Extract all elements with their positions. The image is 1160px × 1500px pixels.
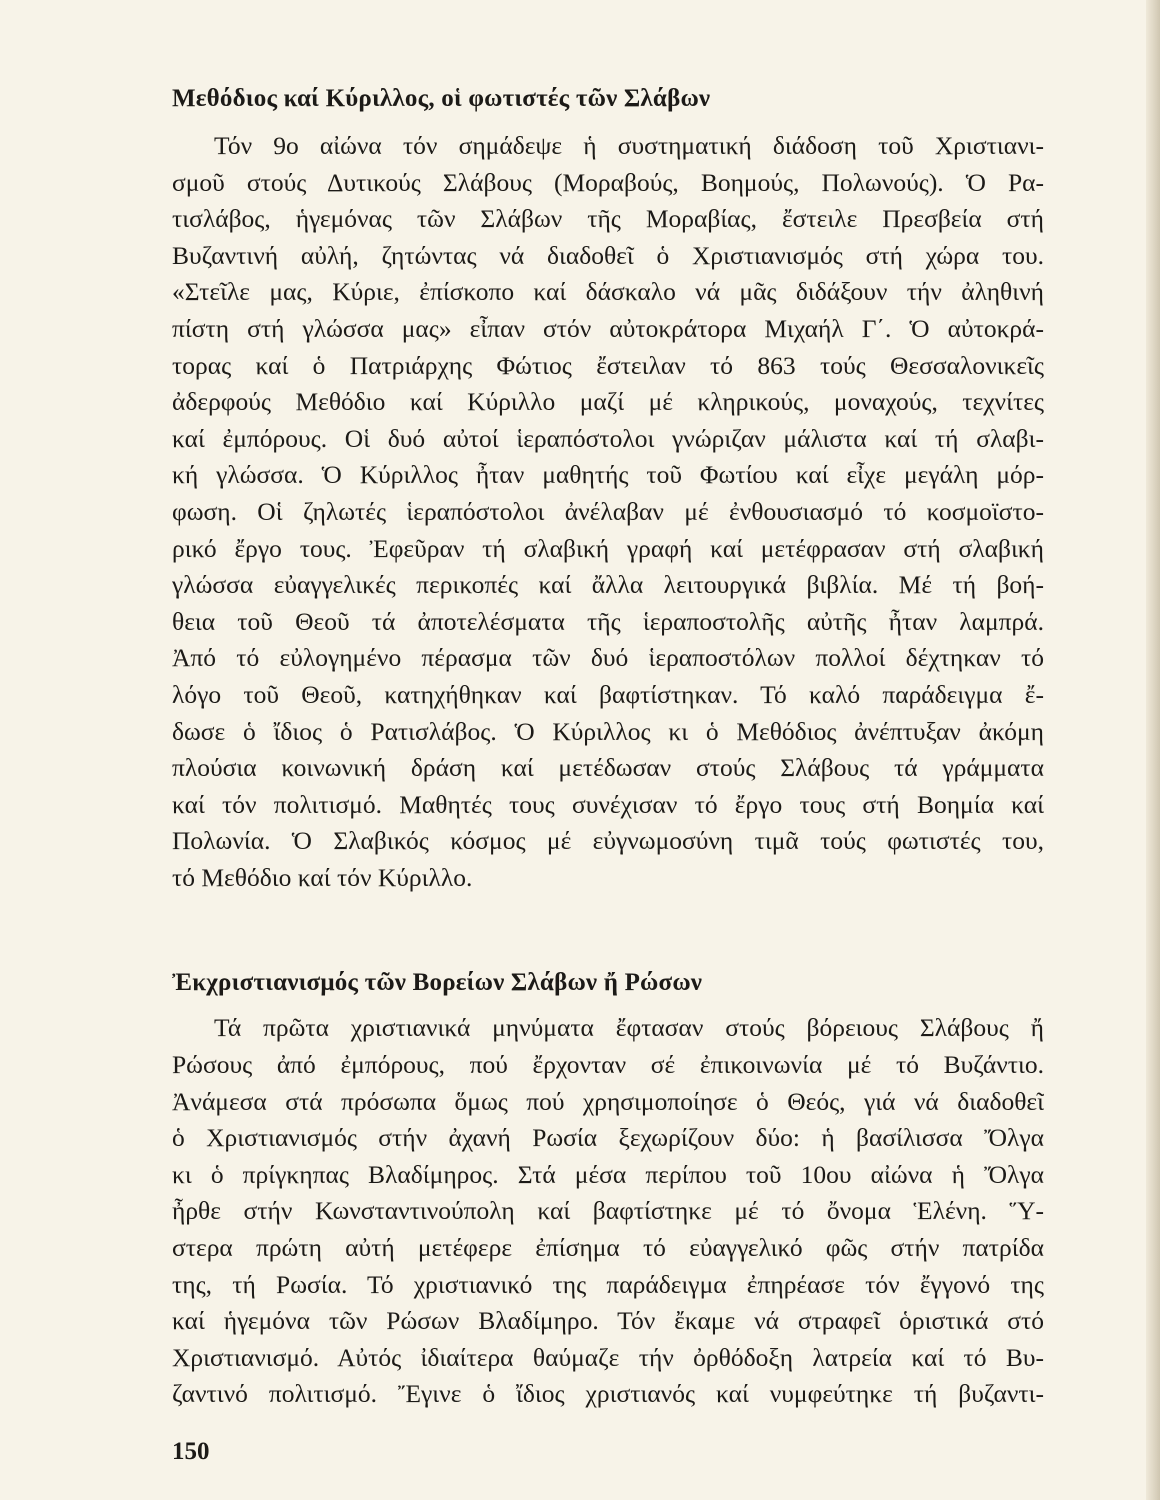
text-line: τό Μεθόδιο καί τόν Κύριλλο.: [172, 862, 473, 892]
text-line: Ἀνάμεσα στά πρόσωπα ὅμως πού χρησιμοποίησε ὁ Θεός, γιά νά διαδοθεῖ: [172, 1086, 1044, 1116]
text-line: ἀδερφούς Μεθόδιο καί Κύριλλο μαζί μέ κληρικούς, μοναχούς, τεχνίτες: [172, 387, 1044, 417]
section-heading-methodios-kyrillos: Μεθόδιος καί Κύριλλος, οἱ φωτιστές τῶν Σλάβων: [172, 85, 711, 112]
text-line: φωση. Οἱ ζηλωτές ἱεραπόστολοι ἀνέλαβαν μέ ἐνθουσιασμό τό κοσμοϊστο-: [172, 496, 1044, 526]
text-line: Ρώσους ἀπό ἐμπόρους, πού ἔρχονταν σέ ἐπικοινωνία μέ τό Βυζάντιο.: [172, 1050, 1044, 1080]
text-line: Ἀπό τό εὐλογημένο πέρασμα τῶν δυό ἱεραποστόλων πολλοί δέχτηκαν τό: [172, 643, 1044, 673]
text-line: ἦρθε στήν Κωνσταντινούπολη καί βαφτίστηκε μέ τό ὄνομα Ἑλένη. Ὕ-: [172, 1196, 1044, 1226]
text-line: της, τή Ρωσία. Τό χριστιανικό της παράδειγμα ἐπηρέασε τόν ἔγγονό της: [172, 1269, 1044, 1299]
text-line: τορας καί ὁ Πατριάρχης Φώτιος ἔστειλαν τό 863 τούς Θεσσαλονικεῖς: [172, 350, 1044, 380]
text-line: θεια τοῦ Θεοῦ τά ἀποτελέσματα τῆς ἱεραποστολῆς αὐτῆς ἦταν λαμπρά.: [172, 606, 1044, 636]
page-edge: [1146, 0, 1160, 1500]
text-line: ὁ Χριστιανισμός στήν ἀχανή Ρωσία ξεχωρίζουν δύο: ἡ βασίλισσα Ὄλγα: [172, 1123, 1044, 1153]
text-line: στερα πρώτη αὐτή μετέφερε ἐπίσημα τό εὐαγγελικό φῶς στήν πατρίδα: [172, 1233, 1044, 1263]
section-2-body: [172, 1010, 1044, 1413]
text-line: δωσε ὁ ἴδιος ὁ Ρατισλάβος. Ὁ Κύριλλος κι ὁ Μεθόδιος ἀνέπτυξαν ἀκόμη: [172, 716, 1044, 746]
text-line: Βυζαντινή αὐλή, ζητώντας νά διαδοθεῖ ὁ Χριστιανισμός στή χώρα του.: [172, 240, 1044, 270]
text-line: ρικό ἔργο τους. Ἐφεῦραν τή σλαβική γραφή καί μετέφρασαν στή σλαβική: [172, 533, 1044, 563]
text-line: σμοῦ στούς Δυτικούς Σλάβους (Μοραβούς, Βοημούς, Πολωνούς). Ὁ Ρα-: [172, 167, 1044, 197]
text-line: ζαντινό πολιτισμό. Ἔγινε ὁ ἴδιος χριστιανός καί νυμφεύτηκε τή βυζαντι-: [172, 1379, 1044, 1409]
text-line: Χριστιανισμό. Αὐτός ἰδιαίτερα θαύμαζε τήν ὀρθόδοξη λατρεία καί τό Βυ-: [172, 1342, 1044, 1372]
text-line: πλούσια κοινωνική δράση καί μετέδωσαν στούς Σλάβους τά γράμματα: [172, 753, 1044, 783]
text-line: λόγο τοῦ Θεοῦ, κατηχήθηκαν καί βαφτίστηκαν. Τό καλό παράδειγμα ἔ-: [172, 679, 1044, 709]
text-line: κι ὁ πρίγκηπας Βλαδίμηρος. Στά μέσα περίπου τοῦ 10ου αἰώνα ἡ Ὄλγα: [172, 1159, 1044, 1189]
text-line: κή γλώσσα. Ὁ Κύριλλος ἦταν μαθητής τοῦ Φωτίου καί εἶχε μεγάλη μόρ-: [172, 460, 1044, 490]
text-line: καί ἐμπόρους. Οἱ δυό αὐτοί ἱεραπόστολοι γνώριζαν μάλιστα καί τή σλαβι-: [172, 423, 1044, 453]
text-line: «Στεῖλε μας, Κύριε, ἐπίσκοπο καί δάσκαλο νά μᾶς διδάξουν τήν ἀληθινή: [172, 277, 1044, 307]
page-number: 150: [172, 1438, 210, 1465]
text-line: Τά πρῶτα χριστιανικά μηνύματα ἔφτασαν στούς βόρειους Σλάβους ἤ: [214, 1013, 1044, 1043]
text-line: Τόν 9ο αἰώνα τόν σημάδεψε ἡ συστηματική διάδοση τοῦ Χριστιανι-: [214, 131, 1044, 160]
page-content: [172, 78, 1044, 1413]
text-line: Πολωνία. Ὁ Σλαβικός κόσμος μέ εὐγνωμοσύνη τιμᾶ τούς φωτιστές του,: [172, 826, 1044, 856]
text-line: πίστη στή γλώσσα μας» εἶπαν στόν αὐτοκράτορα Μιχαήλ Γ΄. Ὁ αὐτοκρά-: [172, 313, 1044, 343]
text-line: καί τόν πολιτισμό. Μαθητές τους συνέχισαν τό ἔργο τους στή Βοημία καί: [172, 789, 1044, 819]
section-heading-christianization-rus: Ἐκχριστιανισμός τῶν Βορείων Σλάβων ἤ Ρώσων: [172, 969, 703, 997]
text-line: γλώσσα εὐαγγελικές περικοπές καί ἄλλα λειτουργικά βιβλία. Μέ τή βοή-: [172, 570, 1044, 600]
section-1-body: [172, 128, 1044, 896]
text-line: τισλάβος, ἡγεμόνας τῶν Σλάβων τῆς Μοραβίας, ἔστειλε Πρεσβεία στή: [172, 204, 1044, 234]
text-line: καί ἡγεμόνα τῶν Ρώσων Βλαδίμηρο. Τόν ἔκαμε νά στραφεῖ ὁριστικά στό: [172, 1306, 1044, 1336]
